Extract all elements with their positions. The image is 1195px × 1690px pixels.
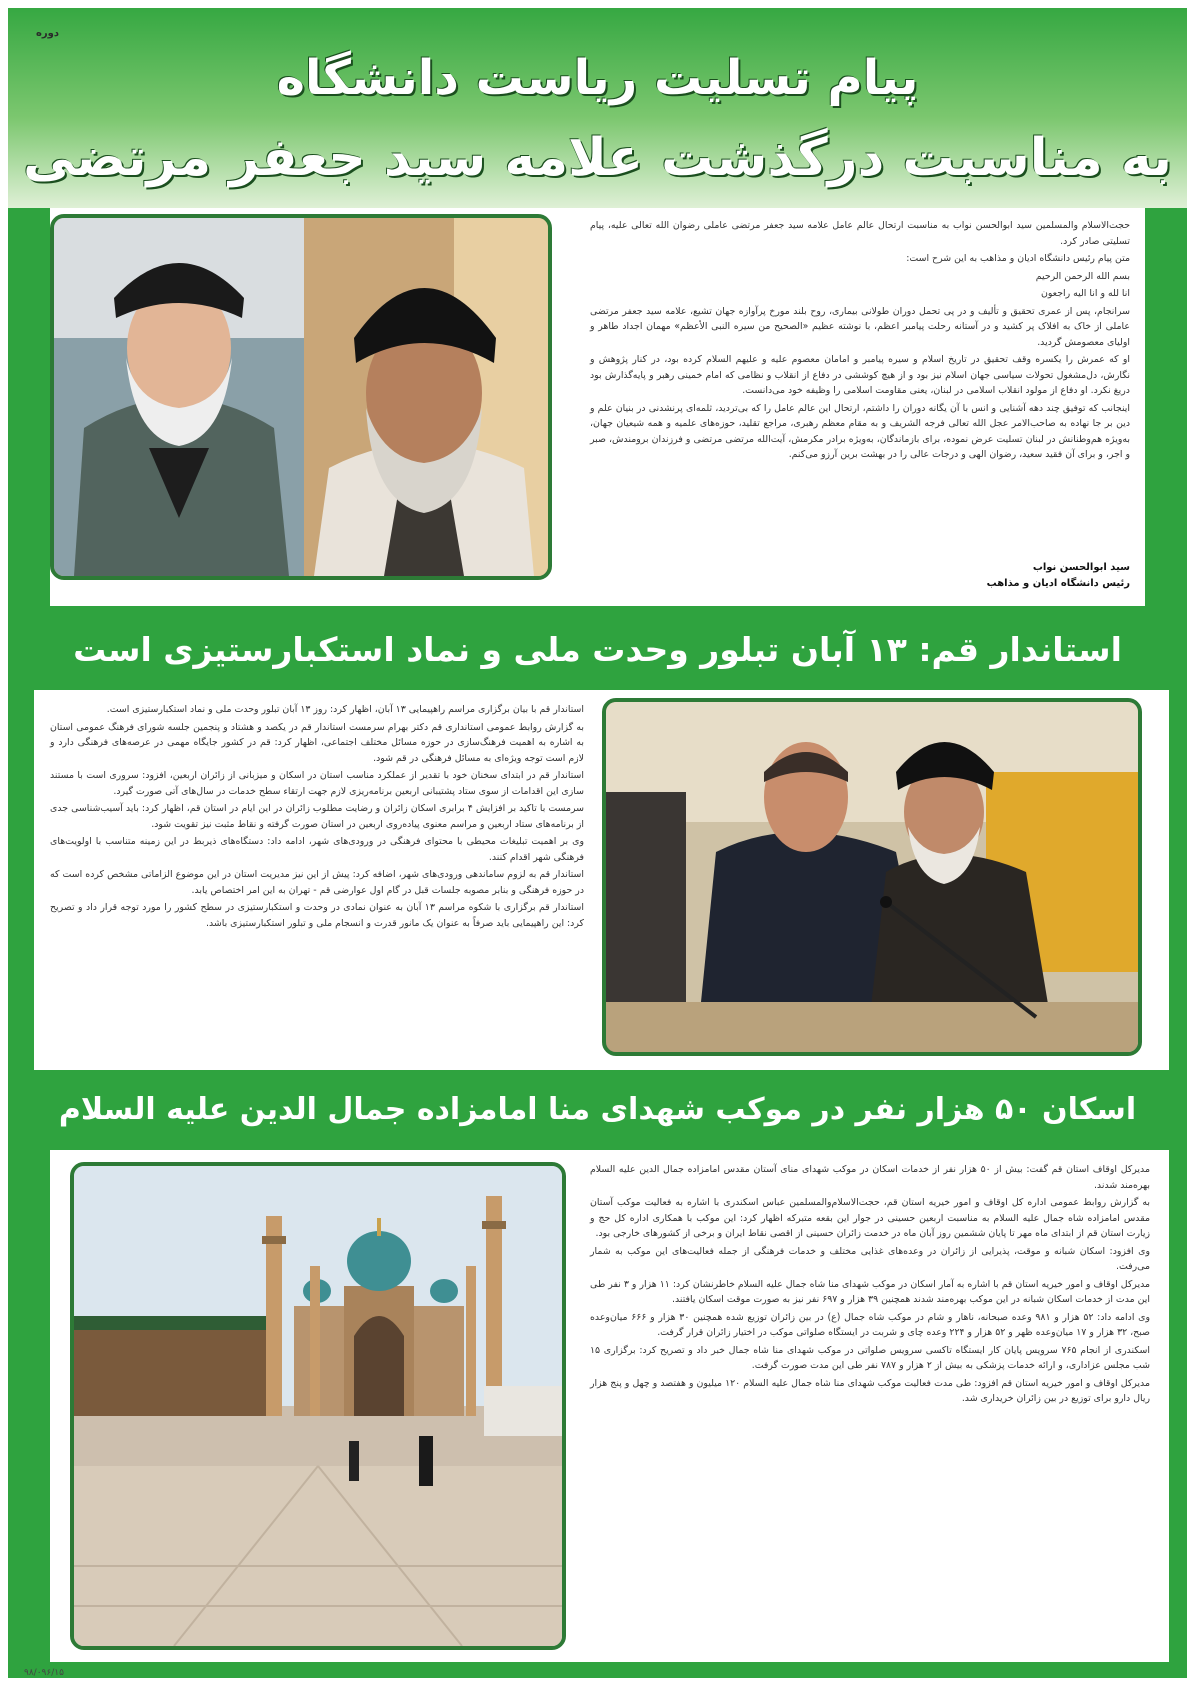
- section-2-paragraph: وی بر اهمیت تبلیغات محیطی با محتوای فرهنگی در ورودی‌های شهر، ادامه داد: دستگاه‌های ذیربط در این زمینه متناسب با اولویت‌های فرهنگی شهر اقدام کنند.: [50, 836, 584, 863]
- section-2-paragraph: استاندار قم برگزاری با شکوه مراسم ۱۳ آبان به عنوان نمادی در وحدت و استکبارستیزی در سطح کشور را مورد توجه قرار داد و تصریح کرد: این راهپیمایی باید صرفاً به عنوان یک مانور قدرت و انسجام ملی و تبلور استکبارستیزی باشد.: [50, 902, 584, 929]
- section-2-heading: استاندار قم: ۱۳ آبان تبلور وحدت ملی و نماد استکبارستیزی است: [73, 630, 1122, 669]
- page-frame: [8, 8, 1187, 1678]
- section-3-panel: [50, 1150, 1169, 1662]
- section-3-paragraph: مدیرکل اوقاف و امور خیریه استان قم افزود: طی مدت فعالیت موکب شهدای منا شاه جمال علیه السلام ۱۲۰ میلیون و هفتصد و چهل و پنج هزار ریال دارو برای توزیع در بین زائران خریداری شد.: [590, 1377, 1150, 1404]
- headline-line-1: پیام تسلیت ریاست دانشگاه: [276, 50, 919, 106]
- section-3-paragraph: مدیرکل اوقاف استان قم گفت: بیش از ۵۰ هزار نفر از خدمات اسکان در موکب شهدای منای آستان مقدس امامزاده جمال الدین علیه السلام بهره‌مند شدند.: [590, 1164, 1150, 1191]
- section-3-text: [590, 1162, 1150, 1650]
- page-mark: دوره: [36, 28, 60, 39]
- meeting-illustration: [606, 702, 1138, 1052]
- section-2-paragraph: سرمست با تاکید بر افزایش ۴ برابری اسکان زائران و رضایت مطلوب زائران در این ایام در استان قم، اظهار کرد: باید آسیب‌شناسی جدی از برنامه‌های ستاد اربعین و مراسم معنوی پیاده‌روی اربعین در استان صورت گرفته و نقاط مثبت نیز تقویت شود.: [50, 803, 584, 830]
- portraits-photo: [50, 214, 552, 580]
- signature-title: رئیس دانشگاه ادیان و مذاهب: [986, 578, 1130, 589]
- section-3-paragraph: وی افزود: اسکان شبانه و موقت، پذیرایی از زائران در وعده‌های غذایی مختلف و خدمات فرهنگی از جمله فعالیت‌های این موکب به شمار می‌رفت.: [590, 1245, 1150, 1272]
- article-1-paragraph: حجت‌الاسلام والمسلمین سید ابوالحسن نواب به مناسبت ارتحال عالم عامل علامه سید جعفر مرتضی عاملی رضوان الله تعالی علیه، پیام تسلیتی صادر کرد.: [590, 220, 1130, 247]
- section-3-paragraph: وی ادامه داد: ۵۲ هزار و ۹۸۱ وعده صبحانه، ناهار و شام در موکب شاه جمال (ع) در بین زائران توزیع شده همچنین ۳۰ هزار و ۶۶۶ میان‌وعده صبح، ۳۲ هزار و ۱۷ میان‌وعده ظهر و ۵۲ هزار و ۲۲۴ وعده چای و شربت در ایستگاه صلواتی موکب در اختیار زائران قرار گرفت.: [590, 1311, 1151, 1338]
- section-3-paragraph: مدیرکل اوقاف و امور خیریه استان قم با اشاره به آمار اسکان در موکب شهدای منا شاه جمال علیه السلام خاطرنشان کرد: ۱۱ هزار و ۳ نفر طی این مدت از خدمات اسکان شبانه در این موکب بهره‌مند شدند همچنین ۳۹ هزار و ۶۹۷ نفر نیز به صورت موقت اسکان یافتند.: [590, 1278, 1151, 1305]
- article-1-paragraph: متن پیام رئیس دانشگاه ادیان و مذاهب به این شرح است:: [906, 253, 1130, 264]
- section-2-paragraph: استاندار قم به لزوم ساماندهی ورودی‌های شهر، اضافه کرد: پیش از این نیز مدیریت استان در این موضوع الزاماتی مشخص کرده است که در حوزه فرهنگی و بنابر مصوبه جلسات قبل در گام اول عوارضی قم - تهران به این امر اختصاص یابد.: [50, 869, 584, 896]
- portraits-illustration: [54, 218, 548, 576]
- section-3-paragraph: به گزارش روابط عمومی اداره کل اوقاف و امور خیریه استان قم، حجت‌الاسلام‌والمسلمین عباس اسکندری با اشاره به فعالیت موکب آستان مقدس امامزاده شاه جمال علیه السلام به مناسبت اربعین حسینی در جوار این بقعه متبرکه اظهار کرد: این موکب با همکاری اداره کل حج و زیارت استان قم از ابتدای ماه مهر تا پایان ششمین روز آبان ماه در خدمت زائران حسینی از اقصی نقاط ایران و برخی از کشورهای خارجی بود.: [590, 1197, 1150, 1239]
- meeting-photo: [602, 698, 1142, 1056]
- footer-date-code: ۹۸/۰۹۶/۱۵: [24, 1668, 64, 1678]
- shrine-photo: [70, 1162, 566, 1650]
- section-3-heading: اسکان ۵۰ هزار نفر در موکب شهدای منا امامزاده جمال الدین علیه السلام: [58, 1092, 1137, 1127]
- headline-line-2: به مناسبت درگذشت علامه سید جعفر مرتضی: [23, 128, 1172, 188]
- article-1-text: [590, 218, 1130, 558]
- section-2-paragraph: استاندار قم در ابتدای سخنان خود با تقدیر از عملکرد مناسب استان در اسکان و میزبانی از زائران اربعین، افزود: سروری است با مستند سازی این اقدامات از سوی ستاد پشتیبانی اربعین برنامه‌ریزی لازم جهت ارتقاء سطح خدمات در سال‌های آتی صورت گیرد.: [50, 770, 584, 797]
- section-2-paragraph: به گزارش روابط عمومی استانداری قم دکتر بهرام سرمست استاندار قم در یکصد و هشتاد و پنجمین جلسه شورای فرهنگ عمومی استان به اشاره به اهمیت فرهنگ‌سازی در حوزه مسائل مختلف اجتماعی، اظهار کرد: قم در کشور جایگاه مهمی در عرصه‌های فرهنگی دارد و لازم است توجه ویژه‌ای به مسائل فرهنگی در قم شود.: [50, 721, 584, 764]
- signature-name: سید ابوالحسن نواب: [1032, 562, 1130, 573]
- article-1-paragraph: بسم الله الرحمن الرحیم: [1035, 270, 1130, 282]
- section-2-paragraph: استاندار قم با بیان برگزاری مراسم راهپیمایی ۱۳ آبان، اظهار کرد: روز ۱۳ آبان تبلور وحدت ملی و نماد استکبارستیزی است.: [106, 704, 584, 715]
- headline-band: [8, 8, 1187, 208]
- article-1-paragraph: سرانجام، پس از عمری تحقیق و تألیف و در پی تحمل دوران طولانی بیماری، روح بلند مورخ پرآوازه جهان تشیع، علامه سید جعفر مرتضی عاملی از خاک به افلاک پر کشید و در آستانه رحلت پیامبر اعظم، با نوشته عظیم «الصحیح من سیره النبی الأعظم» مهمان اجداد طاهر و اولیای معصومش گردید.: [590, 305, 1130, 348]
- article-1-paragraph: انا لله و انا الیه راجعون: [1040, 288, 1130, 299]
- section-2-panel: [34, 690, 1169, 1070]
- article-1-signature: [590, 560, 1130, 592]
- article-1-panel: [50, 208, 1145, 606]
- shrine-illustration: [74, 1166, 562, 1646]
- article-1-paragraph: او که عمرش را یکسره وقف تحقیق در تاریخ اسلام و سیره پیامبر و امامان معصوم علیه و علیهم السلام کرده بود، در کنار پژوهش و نگارش، دل‌مشغول تحولات سیاسی جهان اسلام نیز بود و از هیچ کوششی در دفاع از انقلاب و نظامی که امام خمینی رهبر و پایه‌گذارش بود دریغ نکرد. او دفاع از مولود انقلاب اسلامی در لبنان، یعنی مقاومت اسلامی را وظیفه خود می‌دانست.: [590, 354, 1130, 396]
- article-1-paragraph: اینجانب که توفیق چند دهه آشنایی و انس با آن یگانه دوران را داشتم، ارتحال این عالم عامل را که بی‌تردید، ثلمه‌ای پرنشدنی در بنیان علم و دین بر جا نهاده به صاحب‌الامر عجل الله تعالی فرجه الشریف و به مقام معظم رهبری، مراجع تقلید، حوزه‌های علمیه و همه شیعیان جهان، به‌ویژه هم‌وطنانش در لبنان تسلیت عرض نموده، برای بازماندگان، به‌ویژه برادر مکرمش، آیت‌الله مرتضی مرتضی و فرزندان برومندش، صبر و اجر، و برای آن فقید سعید، رضوان الهی و درجات عالی را در بهشت برین آرزو می‌کنم.: [590, 402, 1130, 460]
- section-2-text: [50, 702, 584, 1052]
- section-3-paragraph: اسکندری از انجام ۷۶۵ سرویس پایان کار ایستگاه تاکسی سرویس صلواتی در موکب شهدای منا شاه جمال خبر داد و تصریح کرد: برگزاری ۱۵ شب مجلس عزاداری، و ارائه خدمات پزشکی به بیش از ۲ هزار و ۷۸۷ نفر طی این مدت صورت گرفت.: [590, 1344, 1150, 1371]
